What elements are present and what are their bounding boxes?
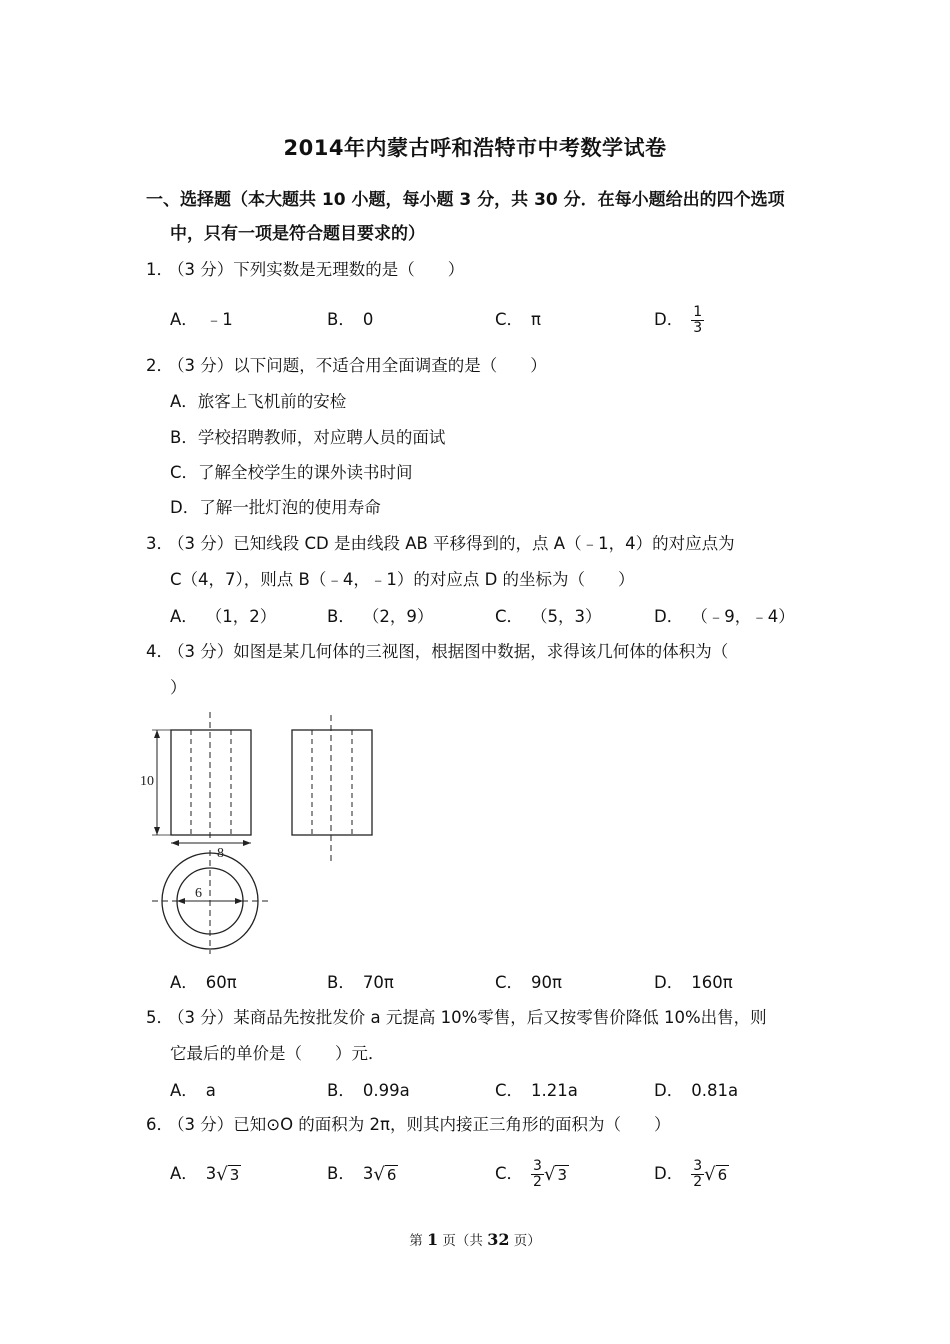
arrow-up <box>154 730 160 738</box>
option-c: C． 90π <box>495 973 562 992</box>
option-a: A． a <box>170 1081 216 1100</box>
question-text-continued: C（4，7），则点 B（﹣4，﹣1）的对应点 D 的坐标为（ ） <box>170 570 635 589</box>
option-d: D． （﹣9，﹣4） <box>654 607 795 626</box>
fraction: $\frac{3}{2}$ <box>533 1158 542 1190</box>
question-4-options <box>170 963 810 1003</box>
option-a: A． 3√ 3 <box>170 1154 241 1195</box>
three-view-figure <box>140 710 380 964</box>
question-number: 1． <box>146 260 173 279</box>
sqrt-expression: √ 6 <box>704 1163 728 1185</box>
option-a: A． ﹣1 <box>170 310 233 329</box>
question-number: 5． <box>146 1008 173 1027</box>
question-text: （3 分）已知⊙O 的面积为 2π，则其内接正三角形的面积为（ ） <box>168 1115 671 1134</box>
inner-label: 6 <box>195 886 202 901</box>
fraction: $\frac{3}{2}$ <box>693 1158 703 1190</box>
question-1 <box>146 252 816 288</box>
option-d: D． 0.81a <box>654 1081 739 1100</box>
fraction: $\frac{1}{3}$ <box>693 304 703 336</box>
question-text-continued: 它最后的单价是（ ）元． <box>170 1044 385 1063</box>
arrow-down <box>154 827 160 835</box>
page-title: 2014年内蒙古呼和浩特市中考数学试卷 <box>283 136 667 160</box>
option-b: B．学校招聘教师，对应聘人员的面试 <box>170 428 446 447</box>
sqrt-expression: √ 3 <box>543 1163 567 1185</box>
option-b: B． 0.99a <box>327 1081 410 1100</box>
question-2 <box>146 348 816 384</box>
question-3-options <box>170 597 810 637</box>
section-heading <box>146 183 816 251</box>
height-label: 10 <box>140 774 154 789</box>
question-6-options <box>170 1154 810 1194</box>
question-text: （3 分）如图是某几何体的三视图，根据图中数据，求得该几何体的体积为（ <box>168 642 729 661</box>
total-page-count: 32 <box>487 1230 510 1249</box>
sqrt-expression: √ 6 <box>373 1163 397 1185</box>
question-text: （3 分）某商品先按批发价 a 元提高 10%零售，后又按零售价降低 10%出售，则 <box>168 1008 767 1027</box>
section-heading-line2: 中，只有一项是符合题目要求的） <box>170 224 425 244</box>
option-c: C．了解全校学生的课外读书时间 <box>170 463 413 482</box>
question-number: 2． <box>146 356 173 375</box>
option-a: A． 60π <box>170 973 237 992</box>
three-view-drawing <box>140 710 380 960</box>
page-footer: 第 1 页（共 32 页） <box>409 1230 541 1249</box>
sqrt-expression: √ 3 <box>216 1163 240 1185</box>
question-text: （3 分）下列实数是无理数的是（ ） <box>168 260 465 279</box>
option-b: B． 0 <box>327 310 374 329</box>
option-c: C． 1.21a <box>495 1081 578 1100</box>
question-text: （3 分）已知线段 CD 是由线段 AB 平移得到的，点 A（﹣1，4）的对应点为 <box>168 534 735 553</box>
question-number: 6． <box>146 1115 173 1134</box>
front-view-rect <box>171 730 251 835</box>
option-b: B． （2，9） <box>327 607 434 626</box>
option-b: B． 70π <box>327 973 394 992</box>
option-c: C． （5，3） <box>495 607 602 626</box>
question-text-continued: ） <box>170 678 187 697</box>
question-1-options <box>170 300 810 340</box>
question-5-options <box>170 1071 810 1111</box>
question-6 <box>146 1107 816 1143</box>
option-d: D． $\frac{3}{2}$ √ 6 <box>654 1154 729 1195</box>
question-number: 3． <box>146 534 173 553</box>
option-d: D． 160π <box>654 973 733 992</box>
question-5 <box>146 1000 816 1072</box>
option-a: A． （1，2） <box>170 607 277 626</box>
option-d: D．了解一批灯泡的使用寿命 <box>170 498 381 517</box>
width-label: 8 <box>217 846 224 861</box>
question-3 <box>146 526 816 598</box>
option-d: D． $\frac{1}{3}$ <box>654 304 703 336</box>
option-a: A．旅客上飞机前的安检 <box>170 392 347 411</box>
side-view-rect <box>292 730 372 835</box>
question-text: （3 分）以下问题，不适合用全面调查的是（ ） <box>168 356 547 375</box>
question-4 <box>146 634 816 706</box>
section-heading-line1: 一、选择题（本大题共 10 小题，每小题 3 分，共 30 分．在每小题给出的四个选项 <box>146 190 785 210</box>
question-number: 4． <box>146 642 173 661</box>
option-c: C． π <box>495 310 541 329</box>
option-b: B． 3√ 6 <box>327 1154 398 1195</box>
option-c: C． $\frac{3}{2}$ √ 3 <box>495 1154 569 1195</box>
current-page-number: 1 <box>427 1230 439 1249</box>
